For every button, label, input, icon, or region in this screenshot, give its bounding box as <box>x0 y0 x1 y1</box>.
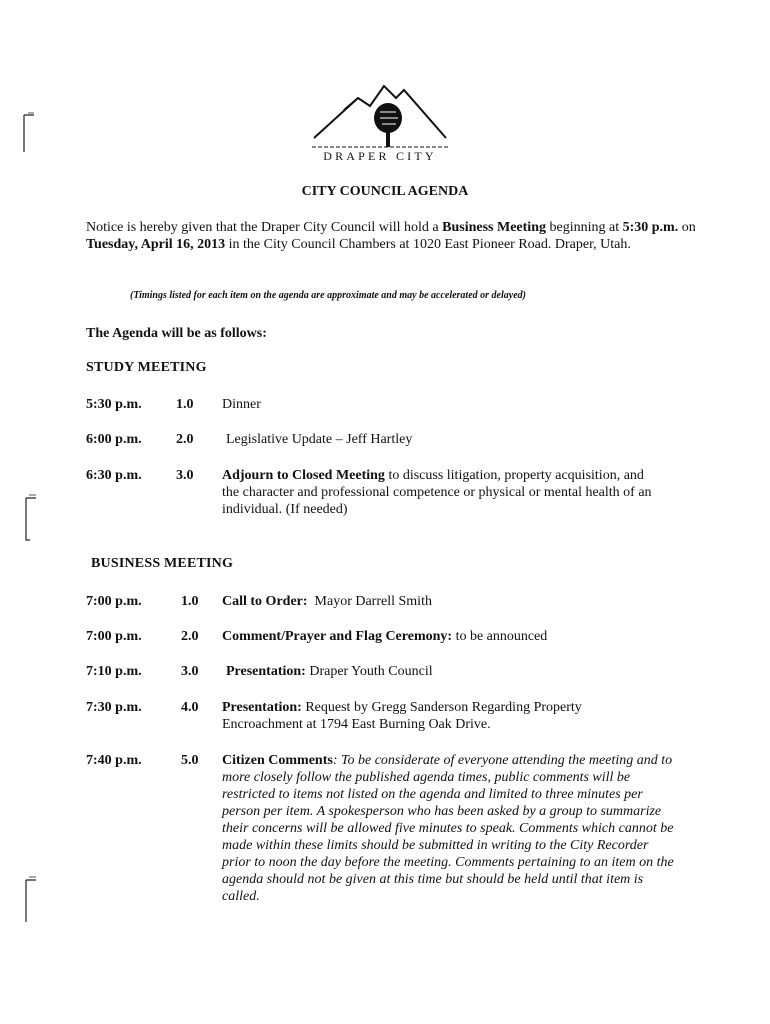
notice-paragraph: Notice is hereby given that the Draper City Council will hold a Business Meeting beginning at 5:30 p.m. on Tuesday, April 16, 2013 in the City Council Chambers at 1020 East Pioneer Road. Draper, Utah. <box>86 220 696 252</box>
page-title: CITY COUNCIL AGENDA <box>301 184 469 199</box>
study-meeting-heading: STUDY MEETING <box>86 360 207 375</box>
item-description: Presentation: Draper Youth Council <box>226 664 433 679</box>
item-description: Adjourn to Closed Meeting to discuss litigation, property acquisition, and the character and professional competence or physical or mental health of an individual. (If needed) <box>222 468 652 517</box>
item-number: 3.0 <box>181 664 199 679</box>
item-time: 7:00 p.m. <box>86 629 142 644</box>
tree-icon <box>374 103 402 147</box>
item-description: Presentation: Request by Gregg Sanderson Regarding Property Encroachment at 1794 East Burning Oak Drive. <box>222 700 582 732</box>
item-number: 4.0 <box>181 700 199 715</box>
item-number: 1.0 <box>181 594 199 609</box>
timings-note: (Timings listed for each item on the agenda are approximate and may be accelerated or delayed) <box>130 290 526 301</box>
item-number: 1.0 <box>176 397 194 412</box>
item-description: Dinner <box>222 397 261 412</box>
scan-margin-mark <box>24 494 36 542</box>
item-number: 2.0 <box>176 432 194 447</box>
business-meeting-heading: BUSINESS MEETING <box>91 556 234 571</box>
scan-margin-mark <box>22 112 34 154</box>
item-number: 2.0 <box>181 629 199 644</box>
item-description: Citizen Comments: To be considerate of everyone attending the meeting and to more closely follow the published agenda times, public comments will be restricted to items not listed on the agenda and limited to three minutes per person per item. A spokesperson who has been asked by a group to summarize their concerns will be allowed five minutes to speak. Comments which cannot be made within these limits should be submitted in writing to the City Recorder prior to noon the day before the meeting. Comments pertaining to an item on the agenda should not be given at this time but should be held until that item is called. <box>222 753 674 904</box>
item-time: 6:00 p.m. <box>86 432 142 447</box>
logo-text: DRAPER CITY <box>323 149 437 163</box>
item-time: 5:30 p.m. <box>86 397 142 412</box>
item-time: 7:00 p.m. <box>86 594 142 609</box>
agenda-intro: The Agenda will be as follows: <box>86 326 267 341</box>
item-time: 7:30 p.m. <box>86 700 142 715</box>
item-number: 5.0 <box>181 753 199 768</box>
item-time: 7:10 p.m. <box>86 664 142 679</box>
item-description: Comment/Prayer and Flag Ceremony: to be announced <box>222 629 548 644</box>
item-description: Call to Order: Mayor Darrell Smith <box>222 594 432 609</box>
scan-margin-mark <box>24 876 36 924</box>
item-time: 6:30 p.m. <box>86 468 142 483</box>
item-time: 7:40 p.m. <box>86 753 142 768</box>
item-number: 3.0 <box>176 468 194 483</box>
item-description: Legislative Update – Jeff Hartley <box>226 432 413 447</box>
